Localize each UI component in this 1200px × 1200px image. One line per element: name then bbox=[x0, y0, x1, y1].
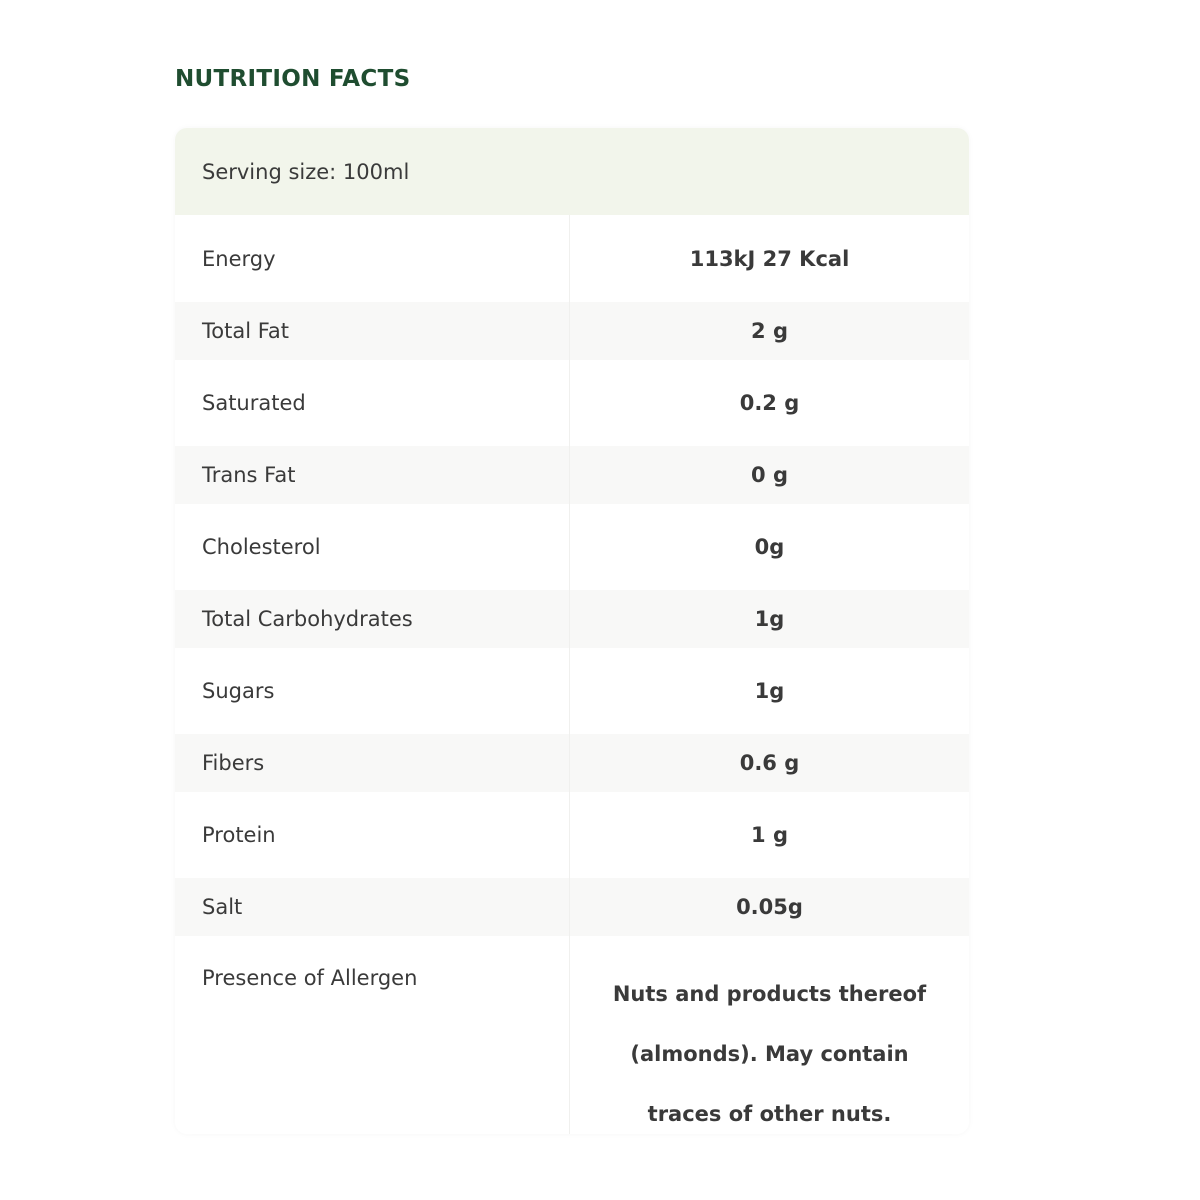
table-row-total-fat bbox=[175, 302, 969, 360]
row-label: Energy bbox=[175, 215, 570, 302]
row-label: Total Fat bbox=[175, 302, 570, 360]
table-row-trans-fat bbox=[175, 446, 969, 504]
row-value: 1g bbox=[754, 607, 785, 631]
table-row-energy bbox=[175, 215, 969, 302]
row-value: 0.6 g bbox=[739, 751, 800, 775]
row-value: 0 g bbox=[751, 463, 788, 487]
row-label: Trans Fat bbox=[175, 446, 570, 504]
table-row-total-carbohydrates bbox=[175, 590, 969, 648]
table-row-sugars bbox=[175, 648, 969, 734]
serving-size: Serving size: 100ml bbox=[175, 128, 969, 215]
row-label: Total Carbohydrates bbox=[175, 590, 570, 648]
row-label: Saturated bbox=[175, 360, 570, 446]
row-value: 0g bbox=[754, 535, 785, 559]
row-label: Protein bbox=[175, 792, 570, 878]
row-value: 1g bbox=[754, 679, 785, 703]
row-value: 0.2 g bbox=[739, 391, 800, 415]
row-label: Fibers bbox=[175, 734, 570, 792]
row-value: 2 g bbox=[751, 319, 788, 343]
row-value: 1 g bbox=[751, 823, 788, 847]
table-row-fibers bbox=[175, 734, 969, 792]
allergen-value: Nuts and products thereof (almonds). May contain traces of other nuts. bbox=[612, 982, 927, 1126]
table-row-protein bbox=[175, 792, 969, 878]
row-label: Salt bbox=[175, 878, 570, 936]
table-row-saturated bbox=[175, 360, 969, 446]
nutrition-facts-heading: NUTRITION FACTS bbox=[175, 66, 411, 92]
table-row-cholesterol bbox=[175, 504, 969, 590]
row-label: Sugars bbox=[175, 648, 570, 734]
row-value: 0.05g bbox=[736, 895, 803, 919]
table-row-salt bbox=[175, 878, 969, 936]
allergen-label: Presence of Allergen bbox=[175, 936, 570, 1134]
row-value: 113kJ 27 Kcal bbox=[689, 246, 850, 271]
nutrition-table bbox=[175, 128, 969, 1134]
table-row-allergen bbox=[175, 936, 969, 1134]
row-label: Cholesterol bbox=[175, 504, 570, 590]
